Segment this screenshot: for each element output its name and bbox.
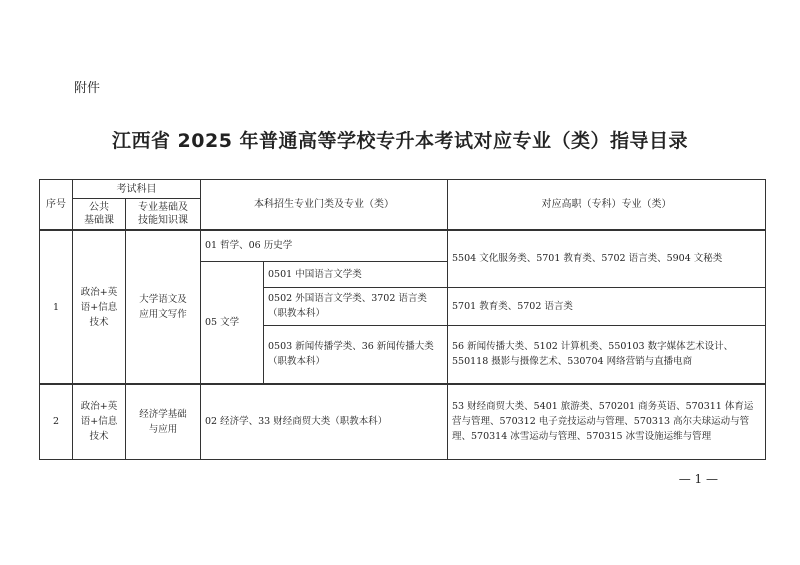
row1-professional-subject: 大学语文及 应用文写作 (126, 230, 201, 384)
header-seq: 序号 (40, 180, 73, 231)
row1-seq: 1 (40, 230, 73, 384)
page-number: — 1 — (678, 472, 718, 486)
document-title: 江西省 2025 年普通高等学校专升本考试对应专业（类）指导目录 (111, 130, 689, 152)
row1-sub-0503: 0503 新闻传播学类、36 新闻传播大类（职教本科） (264, 325, 448, 384)
row2-professional-subject: 经济学基础 与应用 (126, 384, 201, 459)
row1-literature-category: 05 文学 (201, 261, 264, 384)
row1-public-subjects: 政治+英 语+信息 技术 (73, 230, 126, 384)
attachment-label: 附件 (74, 81, 101, 96)
header-public-basic: 公共 基础课 (73, 199, 126, 231)
header-undergrad-major: 本科招生专业门类及专业（类） (201, 180, 448, 231)
header-vocational-major: 对应高职（专科）专业（类） (448, 180, 766, 231)
row1-vocational-c: 56 新闻传播大类、5102 计算机类、550103 数字媒体艺术设计、550118 摄影与摄像艺术、530704 网络营销与直播电商 (448, 325, 766, 384)
row1-sub-0502: 0502 外国语言文学类、3702 语言类（职教本科） (264, 287, 448, 325)
row1-sub-0501: 0501 中国语言文学类 (264, 261, 448, 287)
row1-vocational-a: 5504 文化服务类、5701 教育类、5702 语言类、5904 文秘类 (448, 230, 766, 287)
row2-undergrad-economics: 02 经济学、33 财经商贸大类（职教本科） (201, 384, 448, 459)
header-professional-basic: 专业基础及 技能知识课 (126, 199, 201, 231)
row2-vocational: 53 财经商贸大类、5401 旅游类、570201 商务英语、570311 体育运营与管理、570312 电子竞技运动与管理、570313 高尔夫球运动与管理、570314 冰雪运动与管理、570315 冰雪设施运维与管理 (448, 384, 766, 459)
header-exam-subjects: 考试科目 (73, 180, 201, 199)
row2-public-subjects: 政治+英 语+信息 技术 (73, 384, 126, 459)
row2-seq: 2 (40, 384, 73, 459)
row1-undergrad-philosophy-history: 01 哲学、06 历史学 (201, 230, 448, 261)
catalog-table (39, 179, 766, 460)
row1-vocational-b: 5701 教育类、5702 语言类 (448, 287, 766, 325)
